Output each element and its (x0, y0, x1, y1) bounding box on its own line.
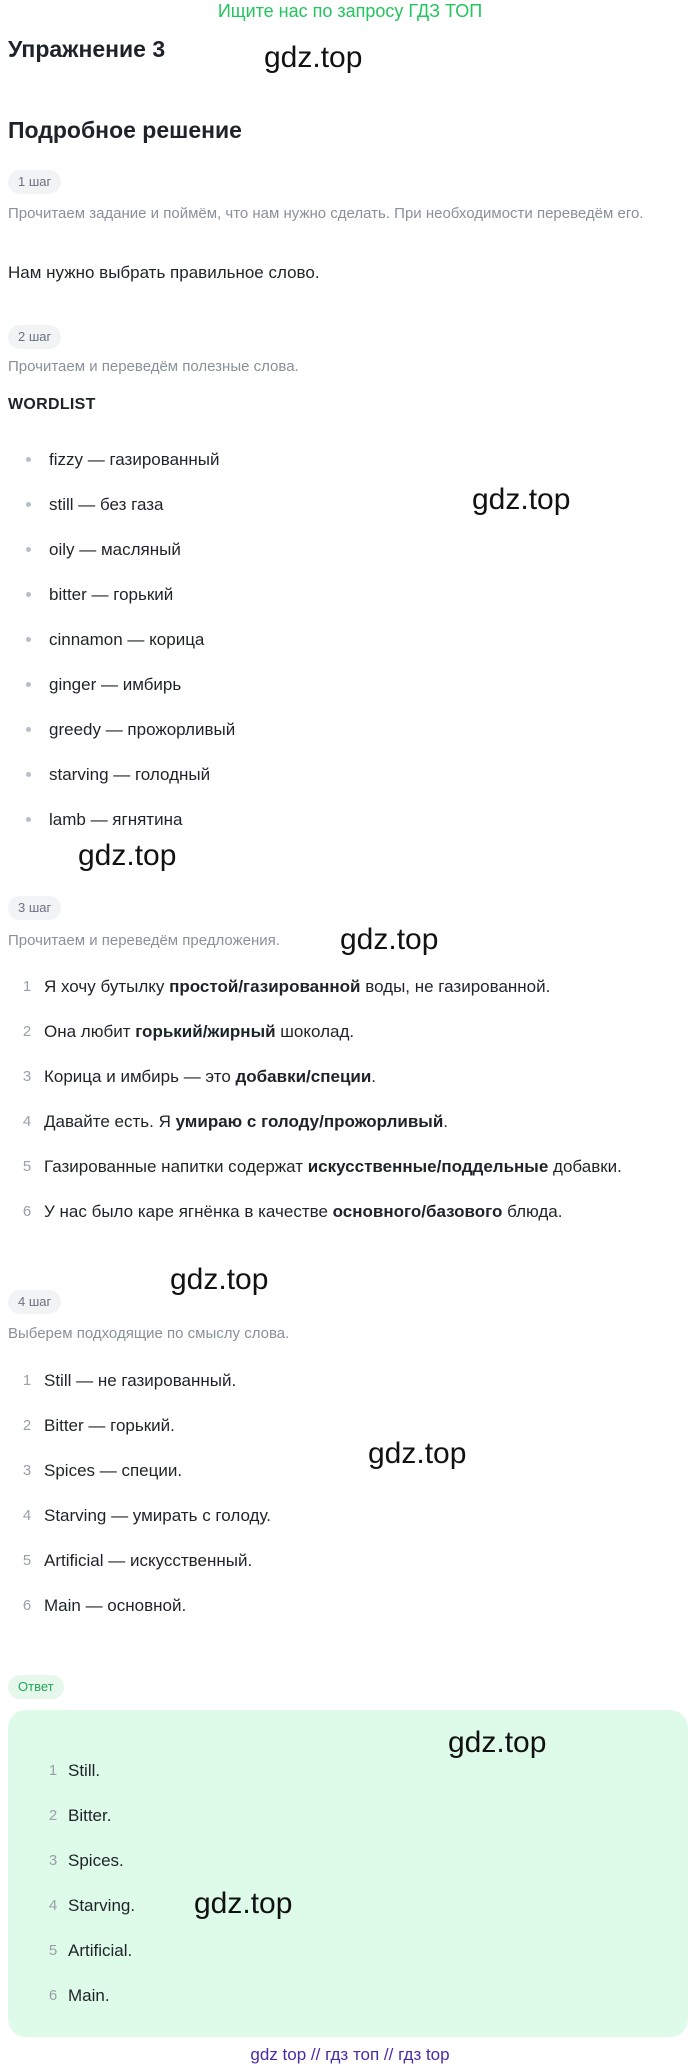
answer-box (8, 1710, 688, 2037)
item-number: 3 (22, 1462, 32, 1479)
list-item (0, 1538, 700, 1583)
list-item (0, 1054, 700, 1099)
item-number: 1 (48, 1762, 58, 1779)
answer-chip: Ответ (8, 1675, 64, 1699)
list-item (0, 964, 700, 1009)
sentence-text: добавки. (548, 1157, 622, 1176)
list-item: fizzy — газированный (0, 437, 700, 482)
list-item (8, 1928, 688, 1973)
sentence-choice: добавки/специи (235, 1067, 372, 1086)
item-number: 5 (22, 1552, 32, 1569)
item-number: 4 (48, 1897, 58, 1914)
step-1-hint: Прочитаем задание и поймём, что нам нужно сделать. При необходимости переведём его. (8, 205, 644, 222)
sentence-choice: основного/базового (332, 1202, 503, 1221)
list-item: lamb — ягнятина (0, 797, 700, 842)
item-number: 5 (22, 1158, 32, 1175)
item-text: Artificial — искусственный. (44, 1551, 253, 1570)
watermark: gdz.top (368, 1437, 467, 1470)
list-item (8, 1883, 688, 1928)
sentence-choice: умираю с голоду/прожорливый (175, 1112, 444, 1131)
item-text: Main. (68, 1986, 110, 2005)
item-number: 6 (22, 1597, 32, 1614)
footer-links[interactable]: gdz top // гдз топ // гдз top (250, 2045, 450, 2064)
item-text: Artificial. (68, 1941, 133, 1960)
top-banner-link[interactable]: Ищите нас по запросу ГДЗ ТОП (217, 1, 483, 21)
item-number: 6 (48, 1987, 58, 2004)
list-item (0, 1189, 700, 1234)
list-item (8, 1838, 688, 1883)
list-item: ginger — имбирь (0, 662, 700, 707)
list-item (8, 1973, 688, 2018)
watermark: gdz.top (194, 1887, 293, 1920)
watermark: gdz.top (264, 41, 363, 74)
item-text: Main — основной. (44, 1596, 187, 1615)
item-number: 2 (22, 1417, 32, 1434)
sentence-text: воды, не газированной. (360, 977, 551, 996)
list-item (0, 1144, 700, 1189)
item-number: 3 (48, 1852, 58, 1869)
sentence-list (0, 964, 700, 1234)
wordlist-heading: WORDLIST (8, 396, 96, 413)
item-number: 3 (22, 1068, 32, 1085)
item-number: 6 (22, 1203, 32, 1220)
sentence-text: Корица и имбирь — это (44, 1067, 236, 1086)
list-item: bitter — горький (0, 572, 700, 617)
watermark: gdz.top (78, 839, 177, 872)
item-text: Starving. (68, 1896, 136, 1915)
list-item: greedy — прожорливый (0, 707, 700, 752)
item-number: 1 (22, 978, 32, 995)
watermark: gdz.top (472, 483, 571, 516)
list-item (0, 1009, 700, 1054)
sentence-text: Давайте есть. Я (44, 1112, 176, 1131)
list-item (8, 1748, 688, 1793)
item-text: Spices. (68, 1851, 124, 1870)
step-2-hint: Прочитаем и переведём полезные слова. (8, 358, 299, 375)
list-item (0, 1099, 700, 1144)
sentence-text: У нас было каре ягнёнка в качестве (44, 1202, 333, 1221)
item-text: Still — не газированный. (44, 1371, 237, 1390)
wordlist (0, 437, 700, 842)
list-item: cinnamon — корица (0, 617, 700, 662)
sentence-text: . (443, 1112, 449, 1131)
item-text: Starving — умирать с голоду. (44, 1506, 271, 1525)
step-3-hint: Прочитаем и переведём предложения. (8, 932, 280, 949)
item-text: Bitter. (68, 1806, 112, 1825)
watermark: gdz.top (170, 1263, 269, 1296)
sentence-text: шоколад. (275, 1022, 355, 1041)
exercise-title: Упражнение 3 (8, 36, 166, 62)
sentence-text: Она любит (44, 1022, 136, 1041)
step-4-hint: Выберем подходящие по смыслу слова. (8, 1325, 290, 1342)
list-item (0, 1403, 700, 1448)
list-item (8, 1793, 688, 1838)
item-number: 2 (48, 1807, 58, 1824)
item-number: 2 (22, 1023, 32, 1040)
list-item: oily — масляный (0, 527, 700, 572)
sentence-choice: простой/газированной (169, 977, 361, 996)
watermark: gdz.top (340, 923, 439, 956)
item-number: 5 (48, 1942, 58, 1959)
sentence-choice: искусственные/поддельные (307, 1157, 549, 1176)
sentence-text: блюда. (502, 1202, 563, 1221)
item-number: 4 (22, 1507, 32, 1524)
item-number: 1 (22, 1372, 32, 1389)
sentence-choice: горький/жирный (135, 1022, 276, 1041)
list-item (0, 1493, 700, 1538)
list-item (0, 1358, 700, 1403)
list-item: still — без газа (0, 482, 700, 527)
list-item (0, 1583, 700, 1628)
item-text: Bitter — горький. (44, 1416, 175, 1435)
solution-heading: Подробное решение (8, 117, 242, 143)
answer-list (8, 1748, 688, 2018)
item-number: 4 (22, 1113, 32, 1130)
step-2-chip: 2 шаг (8, 325, 61, 349)
choice-list (0, 1358, 700, 1628)
sentence-text: Я хочу бутылку (44, 977, 170, 996)
item-text: Spices — специи. (44, 1461, 183, 1480)
sentence-text: . (371, 1067, 377, 1086)
list-item: starving — голодный (0, 752, 700, 797)
step-1-text: Нам нужно выбрать правильное слово. (8, 263, 320, 282)
step-4-chip: 4 шаг (8, 1290, 61, 1314)
watermark: gdz.top (448, 1726, 547, 1759)
sentence-text: Газированные напитки содержат (44, 1157, 308, 1176)
list-item (0, 1448, 700, 1493)
item-text: Still. (68, 1761, 101, 1780)
step-1-chip: 1 шаг (8, 170, 61, 194)
step-3-chip: 3 шаг (8, 896, 61, 920)
